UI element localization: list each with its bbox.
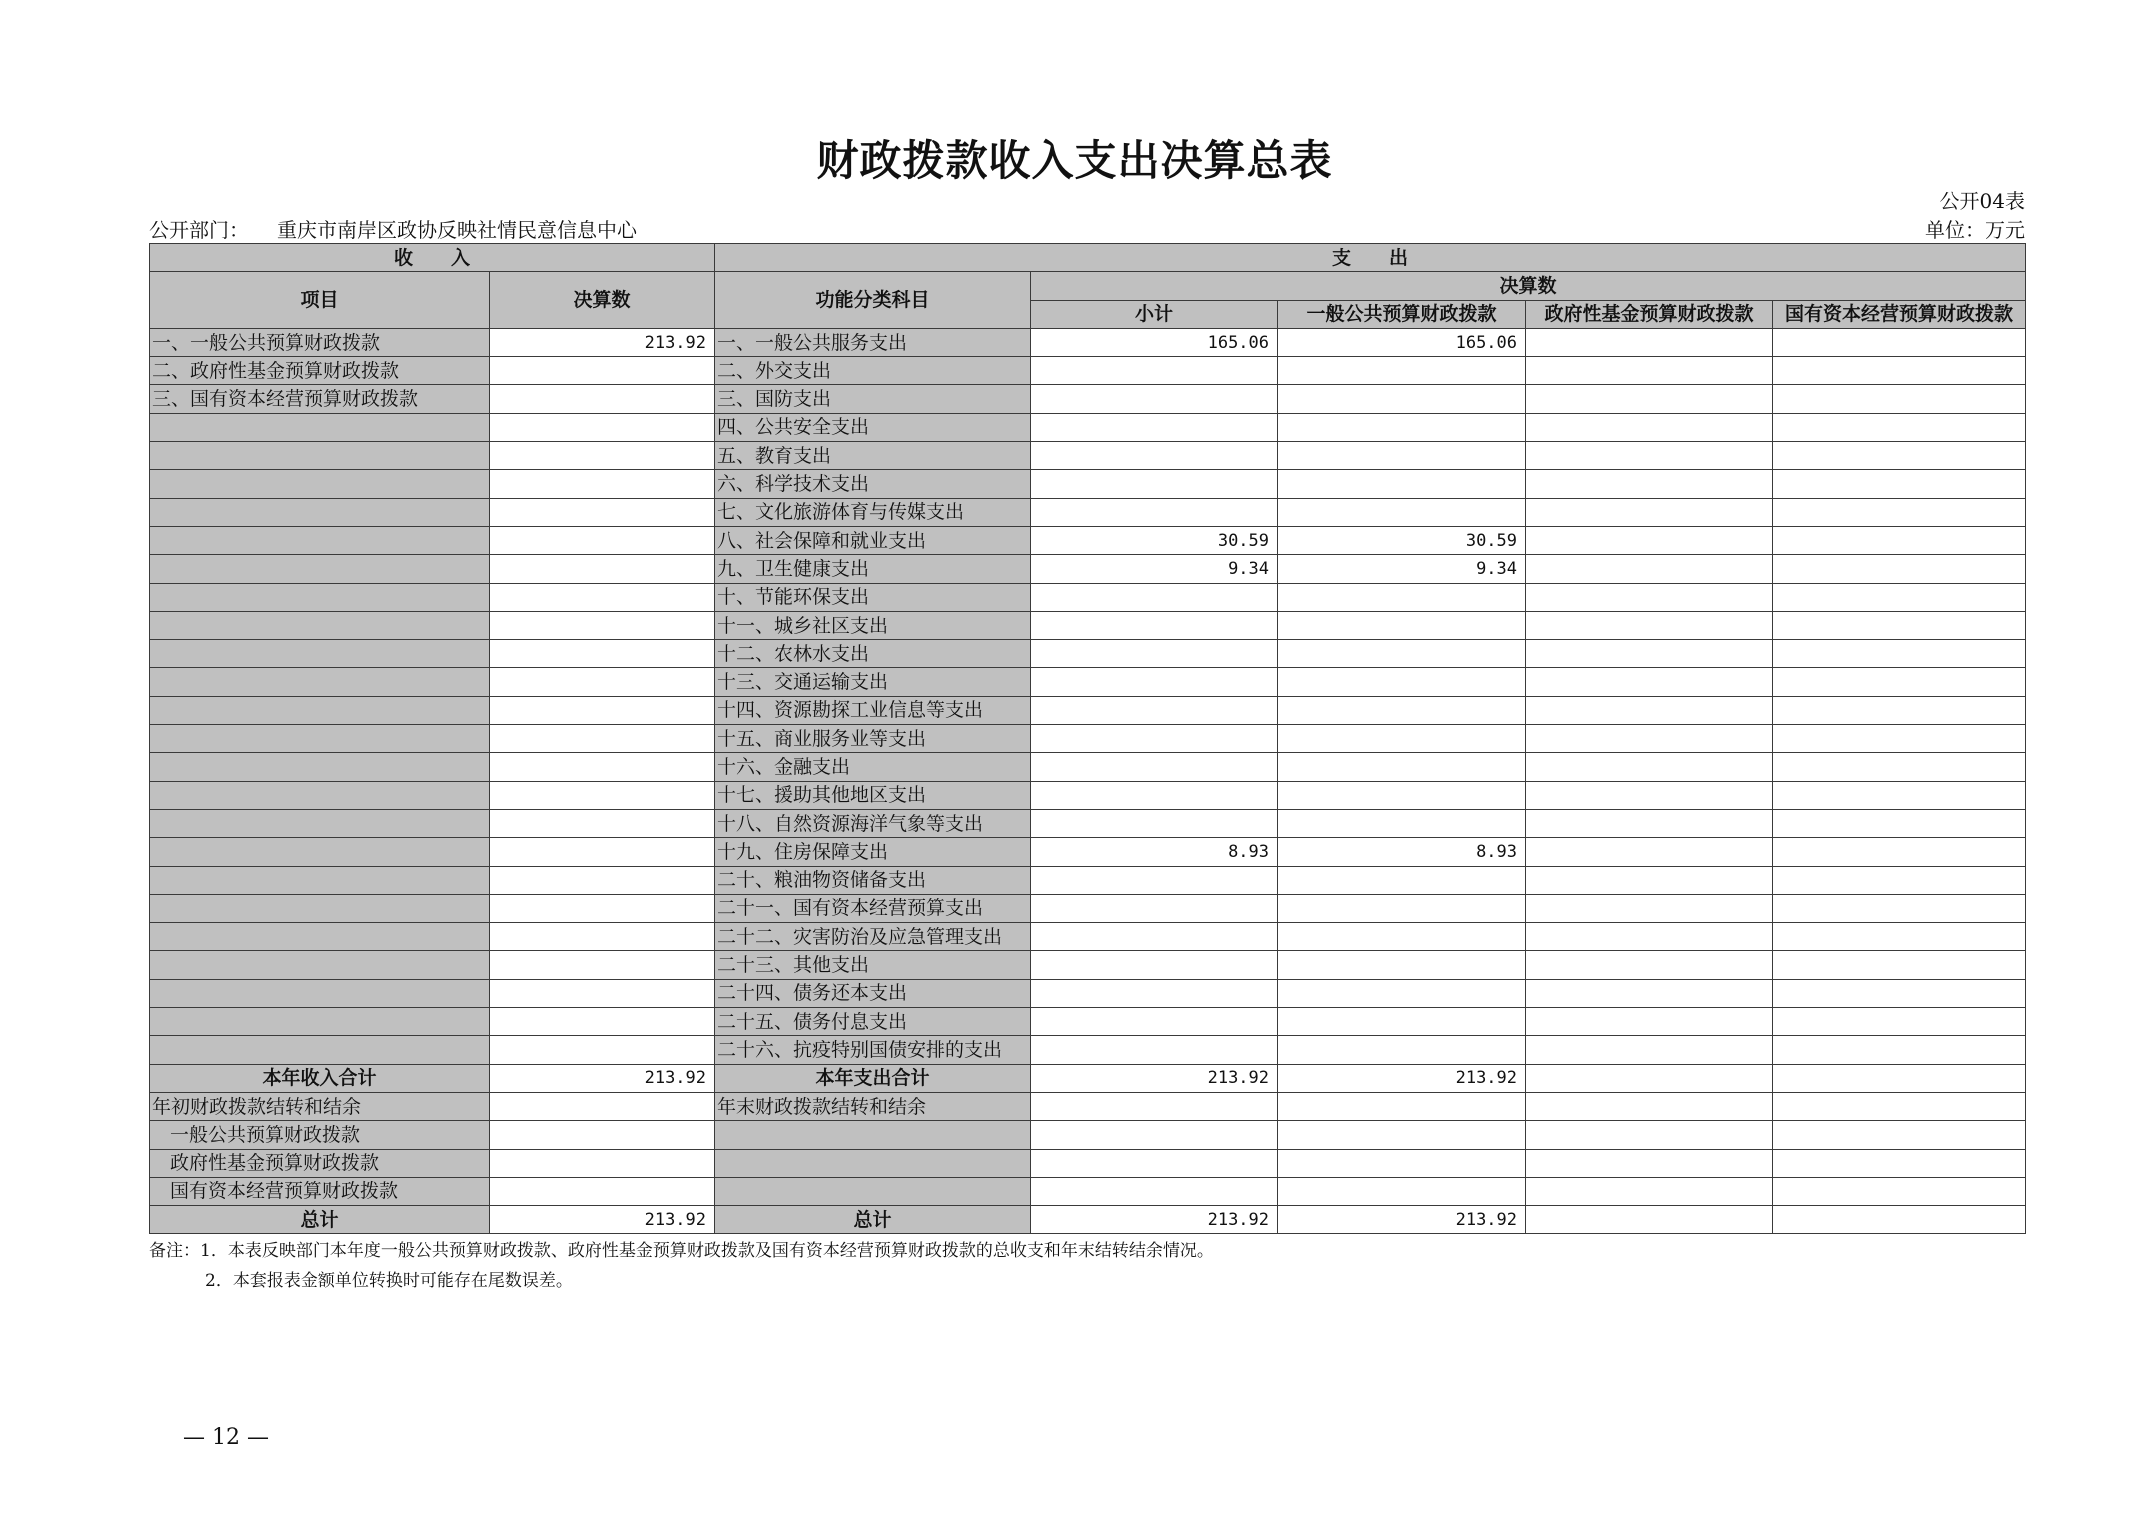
general-budget-cell (1278, 357, 1526, 385)
subtotal-cell (1031, 753, 1278, 781)
table-row (150, 385, 2026, 413)
expense-header: 支 出 (715, 244, 2026, 272)
subtotal-cell (1031, 725, 1278, 753)
state-capital-cell (1773, 555, 2026, 583)
general-budget-cell: 9.34 (1278, 555, 1526, 583)
gov-fund-cell (1526, 979, 1773, 1007)
table-row (150, 470, 2026, 498)
expense-item-cell: 二十三、其他支出 (715, 951, 1031, 979)
end-carryover-label: 年末财政拨款结转和结余 (715, 1092, 1031, 1120)
general-budget-cell (1278, 696, 1526, 724)
gov-fund-cell (1526, 1008, 1773, 1036)
gov-fund-cell (1526, 809, 1773, 837)
table-row (150, 526, 2026, 554)
gov-fund-cell (1526, 696, 1773, 724)
state-capital-cell (1773, 753, 2026, 781)
subtotal-cell (1031, 979, 1278, 1007)
table-row (150, 640, 2026, 668)
income-item-cell (150, 470, 490, 498)
subtotal-cell: 30.59 (1031, 526, 1278, 554)
expense-item-cell: 二十一、国有资本经营预算支出 (715, 894, 1031, 922)
department-name: 重庆市南岸区政协反映社情民意信息中心 (277, 218, 637, 242)
income-item-cell (150, 838, 490, 866)
table-row (150, 696, 2026, 724)
subtotal-header: 小计 (1031, 300, 1278, 328)
gov-fund-cell (1526, 866, 1773, 894)
expense-item-cell: 十二、农林水支出 (715, 640, 1031, 668)
state-capital-cell (1773, 328, 2026, 356)
year-expense-total-label: 本年支出合计 (715, 1064, 1031, 1092)
general-budget-cell (1278, 781, 1526, 809)
subtotal-cell: 165.06 (1031, 328, 1278, 356)
carryover-row (150, 1092, 2026, 1120)
income-amount-cell (490, 753, 715, 781)
gov-fund-cell (1526, 640, 1773, 668)
general-budget-cell (1278, 725, 1526, 753)
income-header: 收 入 (150, 244, 715, 272)
year-total-row (150, 1064, 2026, 1092)
expense-item-cell: 三、国防支出 (715, 385, 1031, 413)
subtotal-cell (1031, 1036, 1278, 1064)
general-budget-cell (1278, 640, 1526, 668)
carryover-gov-fund: 政府性基金预算财政拨款 (150, 1149, 490, 1177)
income-item-cell (150, 866, 490, 894)
income-item-cell (150, 611, 490, 639)
general-budget-cell (1278, 809, 1526, 837)
carryover-sub-row (150, 1149, 2026, 1177)
expense-item-cell: 十、节能环保支出 (715, 583, 1031, 611)
income-amount-cell (490, 357, 715, 385)
table-row (150, 838, 2026, 866)
income-item-cell (150, 1036, 490, 1064)
subtotal-cell (1031, 442, 1278, 470)
item-header: 项目 (150, 272, 490, 329)
state-capital-cell (1773, 583, 2026, 611)
gov-fund-cell (1526, 442, 1773, 470)
state-capital-cell (1773, 498, 2026, 526)
income-amount-cell (490, 526, 715, 554)
subtotal-cell (1031, 866, 1278, 894)
gov-fund-cell (1526, 725, 1773, 753)
income-item-cell (150, 442, 490, 470)
general-budget-cell (1278, 498, 1526, 526)
year-income-total-label: 本年收入合计 (150, 1064, 490, 1092)
table-row (150, 498, 2026, 526)
income-amount-cell (490, 385, 715, 413)
income-amount-header: 决算数 (490, 272, 715, 329)
state-capital-cell (1773, 357, 2026, 385)
subtotal-cell (1031, 413, 1278, 441)
expense-item-cell: 十九、住房保障支出 (715, 838, 1031, 866)
function-category-header: 功能分类科目 (715, 272, 1031, 329)
income-item-cell: 三、国有资本经营预算财政拨款 (150, 385, 490, 413)
table-row (150, 357, 2026, 385)
grand-total-row (150, 1206, 2026, 1234)
state-capital-cell (1773, 611, 2026, 639)
state-capital-header: 国有资本经营预算财政拨款 (1773, 300, 2026, 328)
income-item-cell (150, 583, 490, 611)
general-budget-cell (1278, 1036, 1526, 1064)
income-amount-cell (490, 979, 715, 1007)
table-row (150, 442, 2026, 470)
subtotal-cell (1031, 385, 1278, 413)
expense-item-cell: 十五、商业服务业等支出 (715, 725, 1031, 753)
income-item-cell: 二、政府性基金预算财政拨款 (150, 357, 490, 385)
subtotal-cell (1031, 951, 1278, 979)
carryover-sub-row (150, 1177, 2026, 1205)
budget-table (149, 243, 2026, 1234)
subtotal-cell (1031, 668, 1278, 696)
expense-item-cell: 二十五、债务付息支出 (715, 1008, 1031, 1036)
subtotal-cell (1031, 894, 1278, 922)
table-row (150, 753, 2026, 781)
general-budget-cell (1278, 753, 1526, 781)
grand-expense-total-label: 总计 (715, 1206, 1031, 1234)
income-amount-cell (490, 838, 715, 866)
state-capital-cell (1773, 385, 2026, 413)
income-item-cell (150, 526, 490, 554)
income-item-cell (150, 413, 490, 441)
carryover-sub-row (150, 1121, 2026, 1149)
expense-item-cell: 一、一般公共服务支出 (715, 328, 1031, 356)
income-item-cell (150, 753, 490, 781)
income-amount-cell (490, 894, 715, 922)
gov-fund-cell (1526, 357, 1773, 385)
income-amount-cell (490, 781, 715, 809)
subtotal-cell (1031, 809, 1278, 837)
income-amount-cell: 213.92 (490, 328, 715, 356)
income-item-cell (150, 781, 490, 809)
table-row (150, 725, 2026, 753)
page-title: 财政拨款收入支出决算总表 (816, 136, 1333, 185)
subtotal-cell (1031, 696, 1278, 724)
state-capital-cell (1773, 781, 2026, 809)
grand-expense-capital (1773, 1206, 2026, 1234)
income-amount-cell (490, 498, 715, 526)
income-amount-cell (490, 1008, 715, 1036)
income-amount-cell (490, 951, 715, 979)
subtotal-cell (1031, 357, 1278, 385)
expense-item-cell: 二十二、灾害防治及应急管理支出 (715, 923, 1031, 951)
table-row (150, 611, 2026, 639)
expense-item-cell: 二十六、抗疫特别国债安排的支出 (715, 1036, 1031, 1064)
grand-income-total-label: 总计 (150, 1206, 490, 1234)
gov-fund-cell (1526, 385, 1773, 413)
general-budget-cell (1278, 951, 1526, 979)
expense-item-cell: 十四、资源勘探工业信息等支出 (715, 696, 1031, 724)
table-row (150, 1036, 2026, 1064)
table-code: 公开04表 (1939, 189, 2025, 213)
income-amount-cell (490, 470, 715, 498)
expense-item-cell: 二十、粮油物资储备支出 (715, 866, 1031, 894)
table-row (150, 1008, 2026, 1036)
final-amount-group-header: 决算数 (1031, 272, 2026, 300)
gov-fund-cell (1526, 753, 1773, 781)
state-capital-cell (1773, 442, 2026, 470)
income-item-cell (150, 725, 490, 753)
income-amount-cell (490, 640, 715, 668)
income-amount-cell (490, 866, 715, 894)
income-amount-cell (490, 668, 715, 696)
general-budget-cell (1278, 1008, 1526, 1036)
general-budget-cell (1278, 385, 1526, 413)
income-amount-cell (490, 413, 715, 441)
income-amount-cell (490, 442, 715, 470)
expense-item-cell: 五、教育支出 (715, 442, 1031, 470)
expense-item-cell: 七、文化旅游体育与传媒支出 (715, 498, 1031, 526)
grand-expense-fund (1526, 1206, 1773, 1234)
expense-item-cell: 十一、城乡社区支出 (715, 611, 1031, 639)
gov-fund-cell (1526, 470, 1773, 498)
gov-fund-cell (1526, 526, 1773, 554)
expense-item-cell: 九、卫生健康支出 (715, 555, 1031, 583)
gov-fund-cell (1526, 668, 1773, 696)
gov-fund-header: 政府性基金预算财政拨款 (1526, 300, 1773, 328)
expense-item-cell: 十七、援助其他地区支出 (715, 781, 1031, 809)
grand-expense-general: 213.92 (1278, 1206, 1526, 1234)
state-capital-cell (1773, 526, 2026, 554)
income-item-cell (150, 894, 490, 922)
subtotal-cell (1031, 498, 1278, 526)
table-row (150, 413, 2026, 441)
table-row (150, 781, 2026, 809)
carryover-state-capital: 国有资本经营预算财政拨款 (150, 1177, 490, 1205)
income-amount-cell (490, 923, 715, 951)
year-expense-subtotal: 213.92 (1031, 1064, 1278, 1092)
table-row (150, 328, 2026, 356)
expense-item-cell: 十六、金融支出 (715, 753, 1031, 781)
subtotal-cell: 8.93 (1031, 838, 1278, 866)
expense-item-cell: 六、科学技术支出 (715, 470, 1031, 498)
table-row (150, 555, 2026, 583)
income-item-cell (150, 640, 490, 668)
year-expense-capital (1773, 1064, 2026, 1092)
table-row (150, 583, 2026, 611)
gov-fund-cell (1526, 413, 1773, 441)
state-capital-cell (1773, 894, 2026, 922)
income-amount-cell (490, 583, 715, 611)
page-number: — 12 — (183, 1425, 269, 1450)
subtotal-cell (1031, 640, 1278, 668)
income-amount-cell (490, 725, 715, 753)
table-row (150, 894, 2026, 922)
income-item-cell (150, 696, 490, 724)
general-budget-cell (1278, 611, 1526, 639)
subtotal-cell (1031, 923, 1278, 951)
income-item-cell (150, 923, 490, 951)
table-row (150, 866, 2026, 894)
state-capital-cell (1773, 1036, 2026, 1064)
department-label: 公开部门： (149, 218, 249, 242)
subtotal-cell (1031, 1008, 1278, 1036)
income-item-cell (150, 809, 490, 837)
income-amount-cell (490, 611, 715, 639)
gov-fund-cell (1526, 611, 1773, 639)
income-item-cell (150, 555, 490, 583)
expense-item-cell: 十三、交通运输支出 (715, 668, 1031, 696)
gov-fund-cell (1526, 328, 1773, 356)
income-amount-cell (490, 1036, 715, 1064)
general-budget-cell (1278, 583, 1526, 611)
subtotal-cell (1031, 583, 1278, 611)
expense-item-cell: 八、社会保障和就业支出 (715, 526, 1031, 554)
gov-fund-cell (1526, 555, 1773, 583)
income-item-cell: 一、一般公共预算财政拨款 (150, 328, 490, 356)
gov-fund-cell (1526, 498, 1773, 526)
gov-fund-cell (1526, 1036, 1773, 1064)
income-amount-cell (490, 809, 715, 837)
general-budget-cell (1278, 668, 1526, 696)
note-1: 备注：1．本表反映部门本年度一般公共预算财政拨款、政府性基金预算财政拨款及国有资本经营预算财政拨款的总收支和年末结转结余情况。 (149, 1241, 1214, 1261)
general-budget-cell (1278, 442, 1526, 470)
gov-fund-cell (1526, 781, 1773, 809)
general-budget-cell: 30.59 (1278, 526, 1526, 554)
state-capital-cell (1773, 640, 2026, 668)
state-capital-cell (1773, 979, 2026, 1007)
state-capital-cell (1773, 809, 2026, 837)
income-amount-cell (490, 696, 715, 724)
general-budget-cell (1278, 894, 1526, 922)
gov-fund-cell (1526, 583, 1773, 611)
general-budget-header: 一般公共预算财政拨款 (1278, 300, 1526, 328)
income-item-cell (150, 668, 490, 696)
general-budget-cell (1278, 470, 1526, 498)
table-row (150, 923, 2026, 951)
subtotal-cell (1031, 781, 1278, 809)
carryover-general: 一般公共预算财政拨款 (150, 1121, 490, 1149)
expense-item-cell: 十八、自然资源海洋气象等支出 (715, 809, 1031, 837)
year-income-total-amount: 213.92 (490, 1064, 715, 1092)
general-budget-cell (1278, 923, 1526, 951)
state-capital-cell (1773, 696, 2026, 724)
year-expense-general: 213.92 (1278, 1064, 1526, 1092)
table-row (150, 951, 2026, 979)
gov-fund-cell (1526, 894, 1773, 922)
subtotal-cell: 9.34 (1031, 555, 1278, 583)
state-capital-cell (1773, 413, 2026, 441)
table-row (150, 809, 2026, 837)
income-amount-cell (490, 555, 715, 583)
year-expense-fund (1526, 1064, 1773, 1092)
expense-item-cell: 二、外交支出 (715, 357, 1031, 385)
state-capital-cell (1773, 838, 2026, 866)
state-capital-cell (1773, 951, 2026, 979)
grand-income-total-amount: 213.92 (490, 1206, 715, 1234)
table-row (150, 979, 2026, 1007)
state-capital-cell (1773, 668, 2026, 696)
subtotal-cell (1031, 470, 1278, 498)
general-budget-cell (1278, 866, 1526, 894)
table-row (150, 668, 2026, 696)
state-capital-cell (1773, 470, 2026, 498)
state-capital-cell (1773, 725, 2026, 753)
state-capital-cell (1773, 1008, 2026, 1036)
income-item-cell (150, 498, 490, 526)
general-budget-cell: 165.06 (1278, 328, 1526, 356)
gov-fund-cell (1526, 951, 1773, 979)
expense-item-cell: 四、公共安全支出 (715, 413, 1031, 441)
subtotal-cell (1031, 611, 1278, 639)
income-item-cell (150, 1008, 490, 1036)
begin-carryover-label: 年初财政拨款结转和结余 (150, 1092, 490, 1120)
general-budget-cell: 8.93 (1278, 838, 1526, 866)
unit-label: 单位：万元 (1925, 218, 2025, 242)
gov-fund-cell (1526, 838, 1773, 866)
income-item-cell (150, 979, 490, 1007)
expense-item-cell: 二十四、债务还本支出 (715, 979, 1031, 1007)
state-capital-cell (1773, 923, 2026, 951)
income-item-cell (150, 951, 490, 979)
state-capital-cell (1773, 866, 2026, 894)
general-budget-cell (1278, 413, 1526, 441)
general-budget-cell (1278, 979, 1526, 1007)
notes (149, 1236, 1214, 1296)
department-line (149, 214, 637, 243)
gov-fund-cell (1526, 923, 1773, 951)
grand-expense-subtotal: 213.92 (1031, 1206, 1278, 1234)
note-2: 2．本套报表金额单位转换时可能存在尾数误差。 (205, 1271, 573, 1291)
